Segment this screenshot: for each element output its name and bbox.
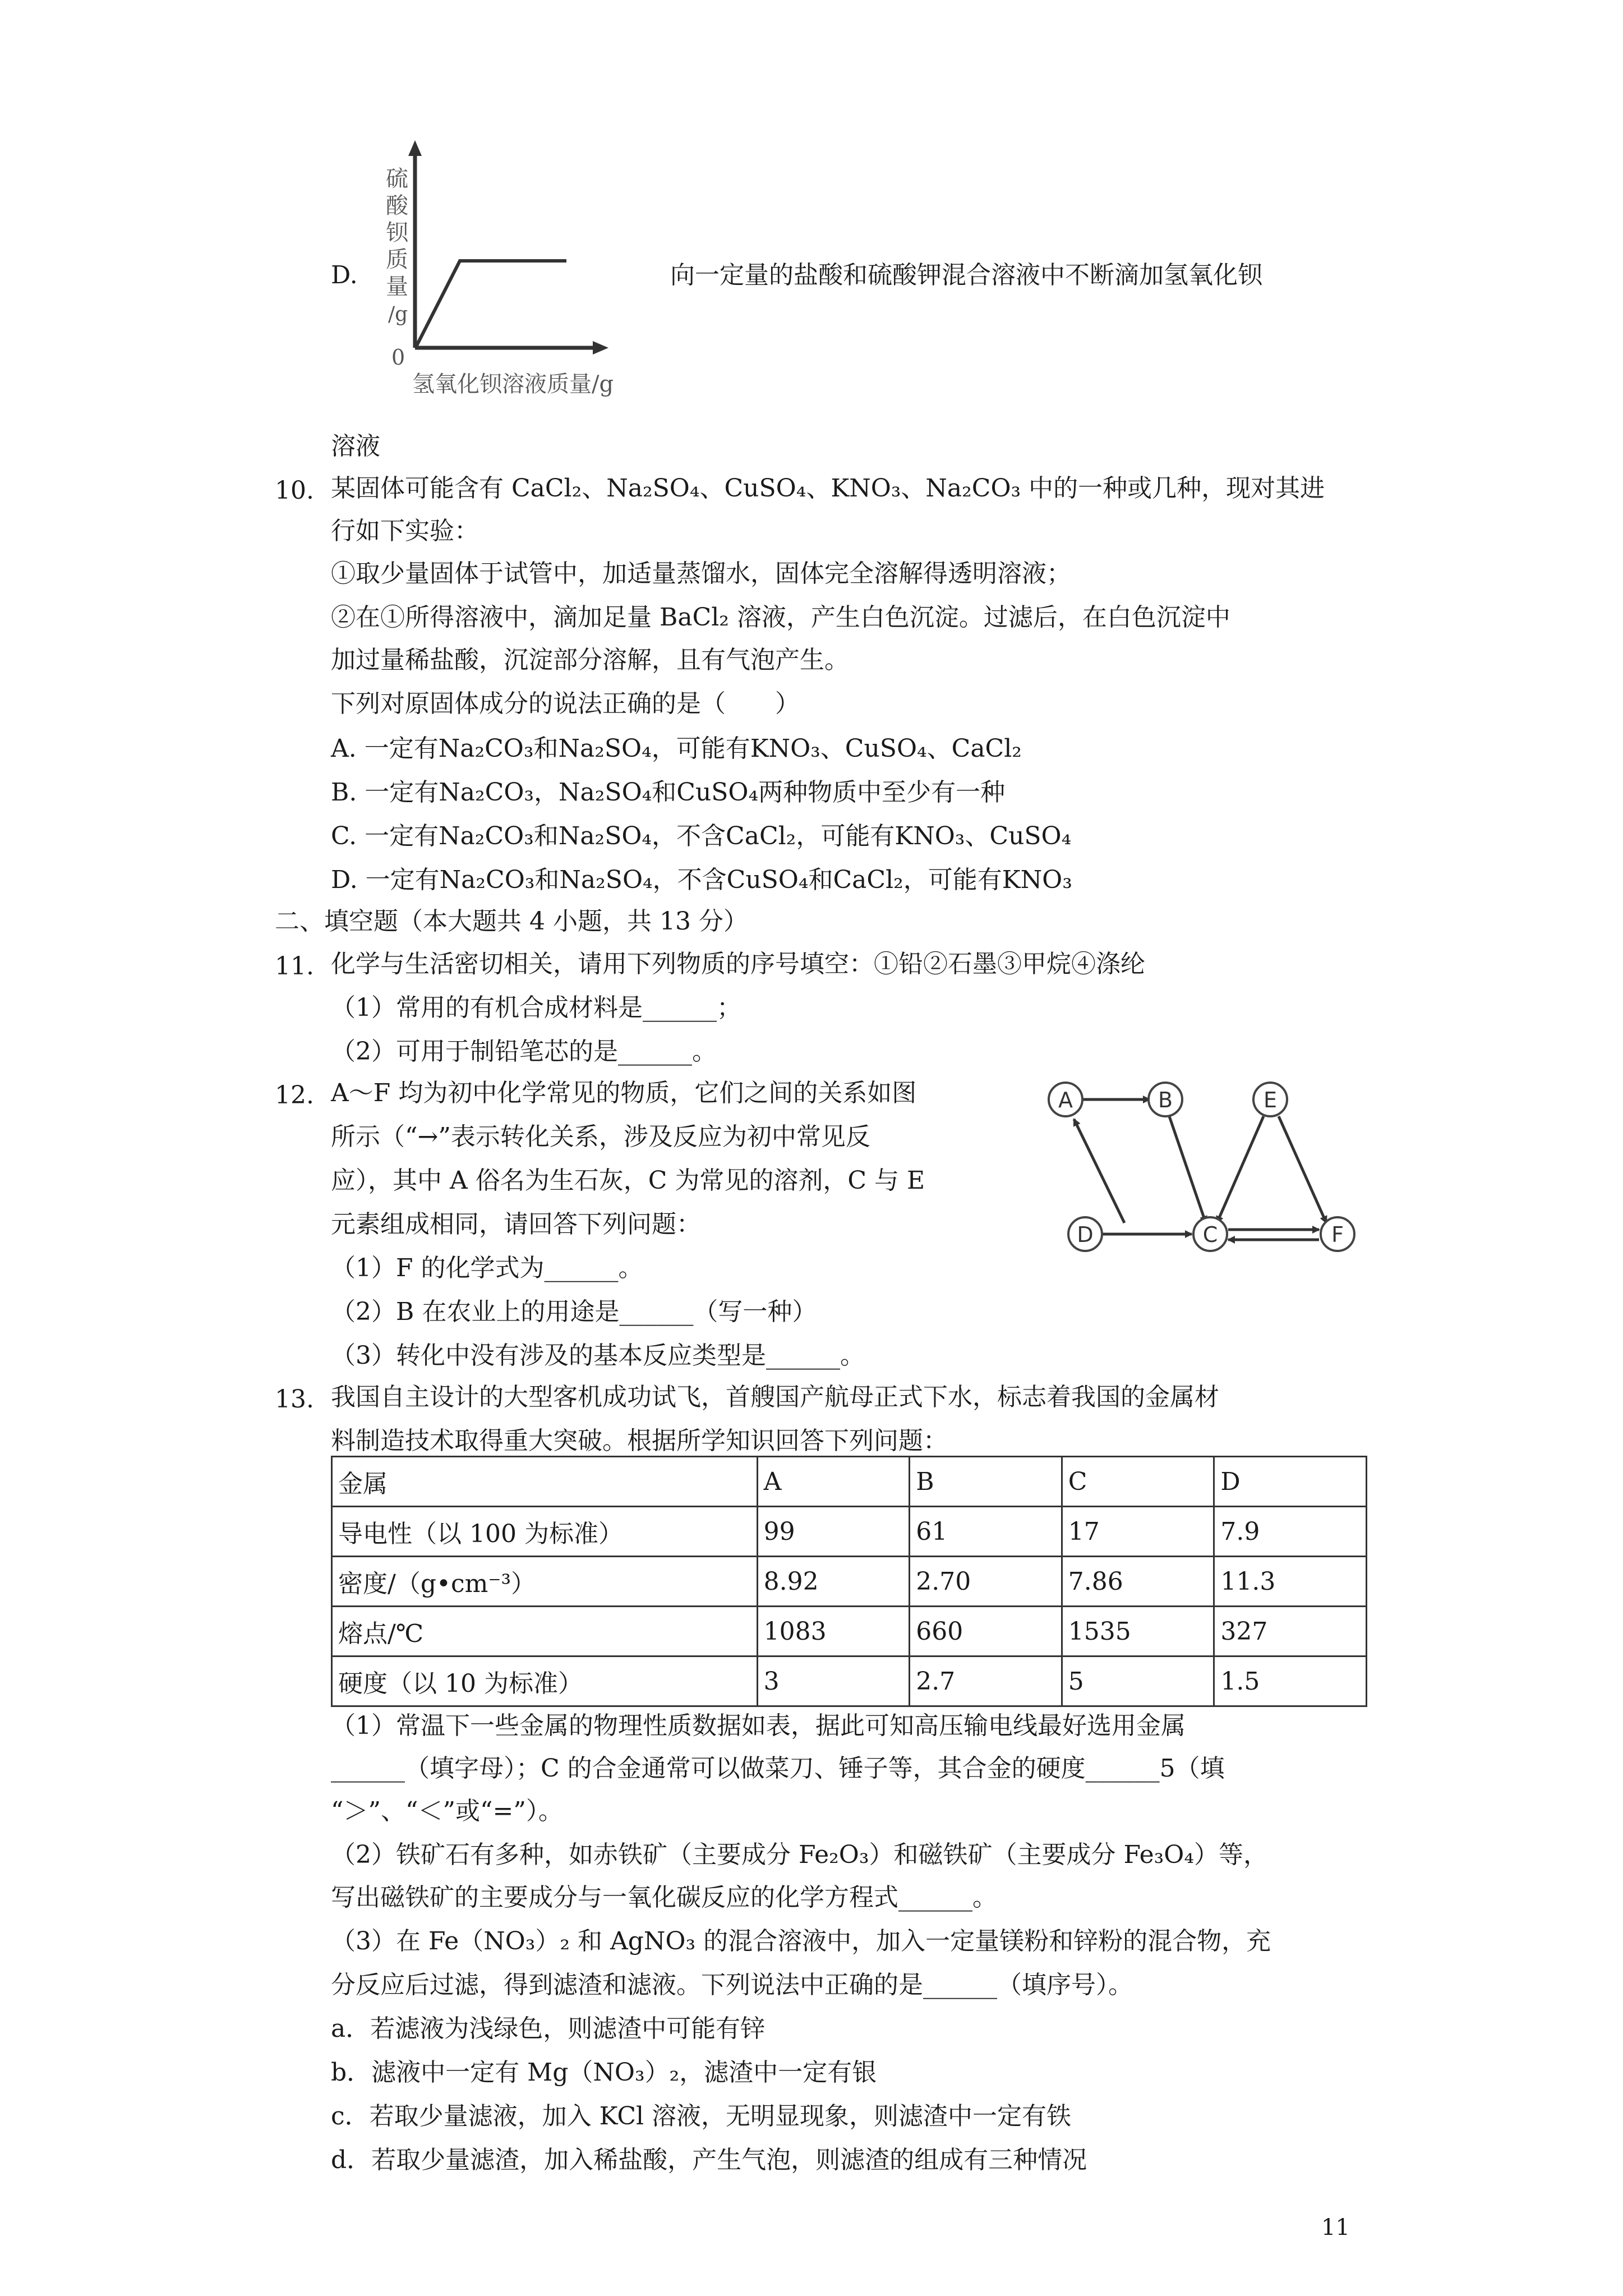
- section-heading: 二、填空题（本大题共 4 小题，共 13 分）: [275, 907, 748, 936]
- table-cell: 11.3: [1214, 1557, 1367, 1607]
- q13-number: 13.: [275, 1385, 314, 1414]
- table-cell: B: [910, 1457, 1062, 1507]
- q10-option-a[interactable]: A. 一定有Na₂CO₃和Na₂SO₄，可能有KNO₃、CuSO₄、CaCl₂: [331, 734, 1022, 763]
- table-cell: 5: [1062, 1657, 1214, 1706]
- table-cell: 密度/（g•cm⁻³）: [332, 1557, 758, 1607]
- graph-origin: 0: [391, 345, 405, 370]
- q10-stem-line2: 行如下实验：: [331, 517, 479, 545]
- q13-part3-line1: （3）在 Fe（NO₃）₂ 和 AgNO₃ 的混合溶液中，加入一定量镁粉和锌粉的混合物，充: [331, 1927, 1271, 1955]
- diagram-node-a: [1049, 1083, 1082, 1116]
- q12-line1: A～F 均为初中化学常见的物质，它们之间的关系如图: [331, 1079, 917, 1107]
- q12-relation-diagram: [1032, 1066, 1380, 1262]
- q13-part2-line2: 写出磁铁矿的主要成分与一氧化碳反应的化学方程式______。: [331, 1883, 997, 1912]
- table-cell: 17: [1062, 1507, 1214, 1557]
- graph-y-label-4: 量: [386, 274, 408, 300]
- q12-sub3: （3）转化中没有涉及的基本反应类型是______。: [331, 1341, 865, 1370]
- diagram-node-e: [1253, 1083, 1287, 1116]
- q11-number: 11.: [275, 952, 314, 981]
- q9-option-d-label: D.: [331, 261, 358, 289]
- metal-properties-table: [331, 1456, 1367, 1707]
- q10-number: 10.: [275, 476, 314, 505]
- q10-option-c[interactable]: C. 一定有Na₂CO₃和Na₂SO₄，不含CaCl₂，可能有KNO₃、CuSO₄: [331, 822, 1072, 850]
- graph-x-label: 氢氧化钡溶液质量/g: [412, 371, 614, 397]
- table-cell: 导电性（以 100 为标准）: [332, 1507, 758, 1557]
- table-cell: 7.86: [1062, 1557, 1214, 1607]
- table-cell: 61: [910, 1507, 1062, 1557]
- q12-sub2: （2）B 在农业上的用途是______（写一种）: [331, 1297, 817, 1326]
- graph-y-label-0: 硫: [386, 166, 408, 192]
- q10-step2b: 加过量稀盐酸，沉淀部分溶解，且有气泡产生。: [331, 646, 849, 674]
- diagram-node-b: [1149, 1083, 1182, 1116]
- graph-y-label-5: /g: [388, 303, 408, 326]
- diagram-node-f: [1321, 1217, 1354, 1251]
- q12-line3: 应），其中 A 俗名为生石灰，C 为常见的溶剂，C 与 E: [331, 1166, 925, 1195]
- q11-sub1: （1）常用的有机合成材料是______；: [331, 993, 741, 1022]
- q10-question: 下列对原固体成分的说法正确的是（ ）: [331, 689, 800, 718]
- q13-part1-line1: （1）常温下一些金属的物理性质数据如表，据此可知高压输电线最好选用金属: [331, 1711, 1186, 1740]
- table-cell: 8.92: [757, 1557, 910, 1607]
- svg-text:A: A: [1058, 1088, 1073, 1112]
- q13-option-a[interactable]: a．若滤液为浅绿色，则滤渣中可能有锌: [331, 2014, 766, 2043]
- graph-y-label-2: 钡: [386, 220, 408, 246]
- table-header-row: [332, 1457, 1367, 1507]
- q10-option-b[interactable]: B. 一定有Na₂CO₃，Na₂SO₄和CuSO₄两种物质中至少有一种: [331, 778, 1006, 807]
- q13-part1-line2: ______（填字母）；C 的合金通常可以做菜刀、锤子等，其合金的硬度______5（填: [331, 1754, 1225, 1783]
- table-cell: 660: [910, 1607, 1062, 1657]
- q13-line1: 我国自主设计的大型客机成功试飞，首艘国产航母正式下水，标志着我国的金属材: [331, 1383, 1219, 1411]
- table-cell: C: [1062, 1457, 1214, 1507]
- table-cell: 2.7: [910, 1657, 1062, 1706]
- q12-line2: 所示（“→”表示转化关系，涉及反应为初中常见反: [331, 1122, 870, 1151]
- q11-stem: 化学与生活密切相关，请用下列物质的序号填空：①铅②石墨③甲烷④涤纶: [331, 950, 1145, 978]
- table-cell: 1083: [757, 1607, 910, 1657]
- q13-part1-line3: “＞”、“＜”或“=”）。: [331, 1797, 563, 1825]
- q9-option-d-text: 向一定量的盐酸和硫酸钾混合溶液中不断滴加氢氧化钡: [670, 261, 1262, 289]
- table-cell: 金属: [332, 1457, 758, 1507]
- q10-step1: ①取少量固体于试管中，加适量蒸馏水，固体完全溶解得透明溶液；: [331, 559, 1071, 588]
- q11-sub2: （2）可用于制铅笔芯的是______。: [331, 1037, 717, 1066]
- q13-option-b[interactable]: b．滤液中一定有 Mg（NO₃）₂，滤渣中一定有银: [331, 2058, 877, 2087]
- table-cell: 99: [757, 1507, 910, 1557]
- table-row: [332, 1657, 1367, 1706]
- q10-stem-line1: 某固体可能含有 CaCl₂、Na₂SO₄、CuSO₄、KNO₃、Na₂CO₃ 中的一种或几种，现对其进: [331, 474, 1325, 503]
- table-cell: 1.5: [1214, 1657, 1367, 1706]
- q13-option-c[interactable]: c．若取少量滤液，加入 KCl 溶液，无明显现象，则滤渣中一定有铁: [331, 2102, 1072, 2131]
- q12-line4: 元素组成相同，请回答下列问题：: [331, 1210, 701, 1239]
- graph-y-label-1: 酸: [386, 193, 408, 219]
- diagram-node-d: [1068, 1217, 1102, 1251]
- svg-text:D: D: [1077, 1222, 1094, 1247]
- q12-sub1: （1）F 的化学式为______。: [331, 1254, 643, 1282]
- svg-text:F: F: [1331, 1222, 1344, 1247]
- graph-y-label-3: 质: [386, 247, 408, 273]
- q10-option-d[interactable]: D. 一定有Na₂CO₃和Na₂SO₄，不含CuSO₄和CaCl₂，可能有KNO₃: [331, 866, 1072, 894]
- q9-option-d-text-2: 溶液: [331, 432, 380, 461]
- q13-part3-line2: 分反应后过滤，得到滤渣和滤液。下列说法中正确的是______（填序号）。: [331, 1971, 1133, 1999]
- table-cell: 1535: [1062, 1607, 1214, 1657]
- q10-step2a: ②在①所得溶液中，滴加足量 BaCl₂ 溶液，产生白色沉淀。过滤后，在白色沉淀中: [331, 603, 1230, 632]
- table-row: [332, 1557, 1367, 1607]
- page-number: 11: [1321, 2215, 1350, 2240]
- table-row: [332, 1607, 1367, 1657]
- diagram-node-c: [1193, 1217, 1227, 1251]
- table-cell: 硬度（以 10 为标准）: [332, 1657, 758, 1706]
- table-row: [332, 1507, 1367, 1557]
- svg-text:B: B: [1158, 1088, 1173, 1112]
- table-cell: 3: [757, 1657, 910, 1706]
- q13-line2: 料制造技术取得重大突破。根据所学知识回答下列问题：: [331, 1427, 948, 1455]
- table-cell: 7.9: [1214, 1507, 1367, 1557]
- q13-option-d[interactable]: d．若取少量滤渣，加入稀盐酸，产生气泡，则滤渣的组成有三种情况: [331, 2146, 1087, 2174]
- svg-text:C: C: [1202, 1222, 1218, 1247]
- table-cell: 327: [1214, 1607, 1367, 1657]
- table-cell: 熔点/℃: [332, 1607, 758, 1657]
- q12-number: 12.: [275, 1081, 314, 1110]
- table-cell: A: [757, 1457, 910, 1507]
- table-cell: D: [1214, 1457, 1367, 1507]
- svg-text:E: E: [1263, 1088, 1278, 1112]
- q9-option-d-graph: [359, 140, 673, 404]
- table-cell: 2.70: [910, 1557, 1062, 1607]
- q13-part2-line1: （2）铁矿石有多种，如赤铁矿（主要成分 Fe₂O₃）和磁铁矿（主要成分 Fe₃O₄）等，: [331, 1841, 1268, 1869]
